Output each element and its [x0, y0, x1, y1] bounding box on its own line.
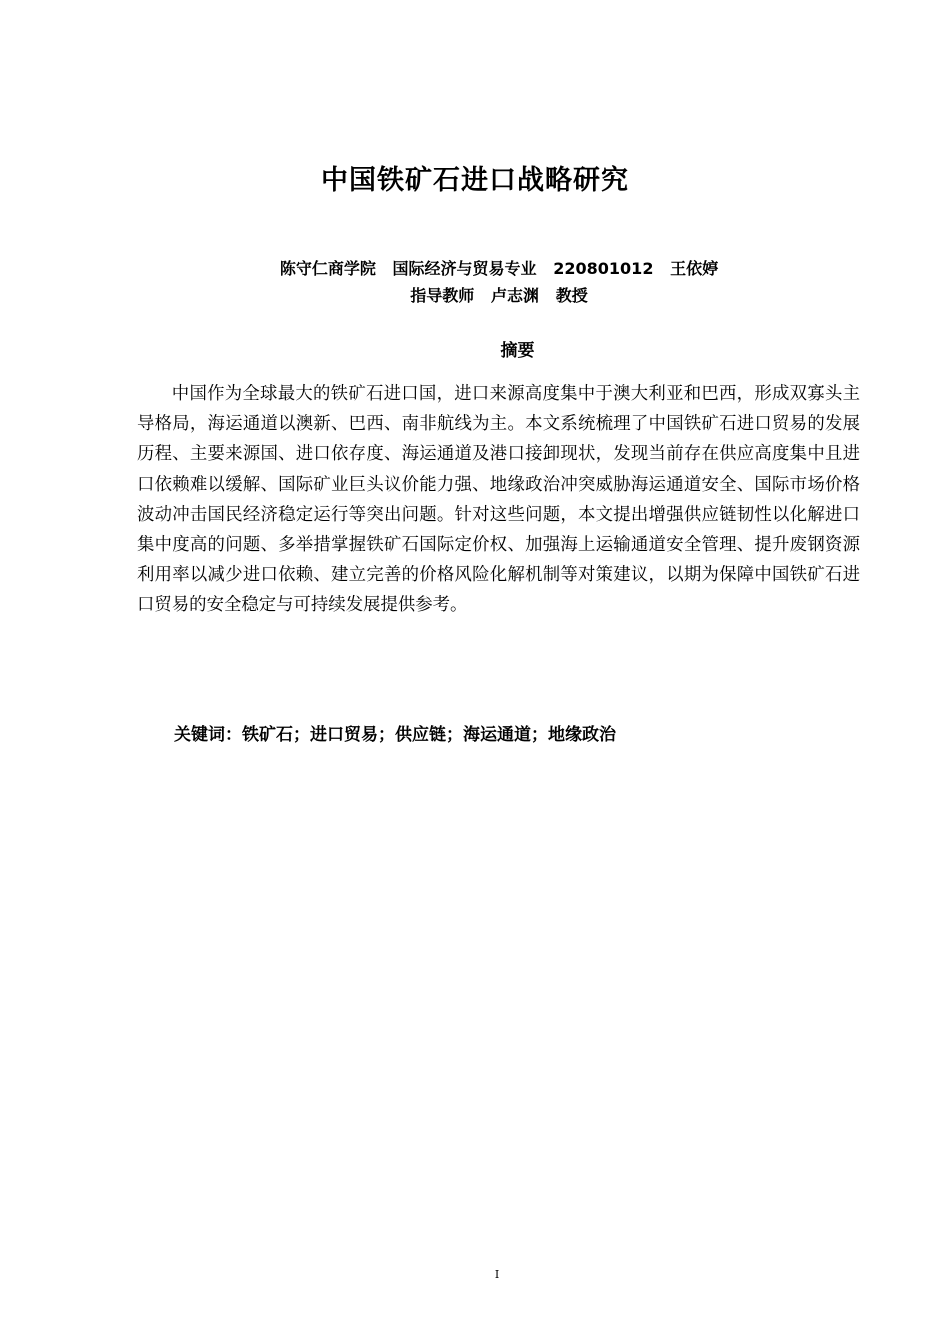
- paper-title: 中国铁矿石进口战略研究: [321, 165, 629, 196]
- advisor-info: 指导教师 卢志渊 教授: [410, 286, 588, 305]
- abstract-body: 中国作为全球最大的铁矿石进口国，进口来源高度集中于澳大利亚和巴西，形成双寡头主导格局，海运通道以澳新、巴西、南非航线为主。本文系统梳理了中国铁矿石进口贸易的发展历程、主要来源国、进口依存度、海运通道及港口接卸现状，发现当前存在供应高度集中且进口依赖难以缓解、国际矿业巨头议价能力强、地缘政治冲突威胁海运通道安全、国际市场价格波动冲击国民经济稳定运行等突出问题。针对这些问题，本文提出增强供应链韧性以化解进口集中度高的问题、多举措掌握铁矿石国际定价权、加强海上运输通道安全管理、提升废钢资源利用率以减少进口依赖、建立完善的价格风险化解机制等对策建议，以期为保障中国铁矿石进口贸易的安全稳定与可持续发展提供参考。: [137, 384, 860, 616]
- page-number: I: [494, 1268, 500, 1281]
- abstract-heading: 摘要: [500, 341, 535, 361]
- keywords-line: 关键词：铁矿石；进口贸易；供应链；海运通道；地缘政治: [174, 725, 616, 745]
- author-info: 陈守仁商学院 国际经济与贸易专业 220801012 王依婷: [279, 259, 719, 278]
